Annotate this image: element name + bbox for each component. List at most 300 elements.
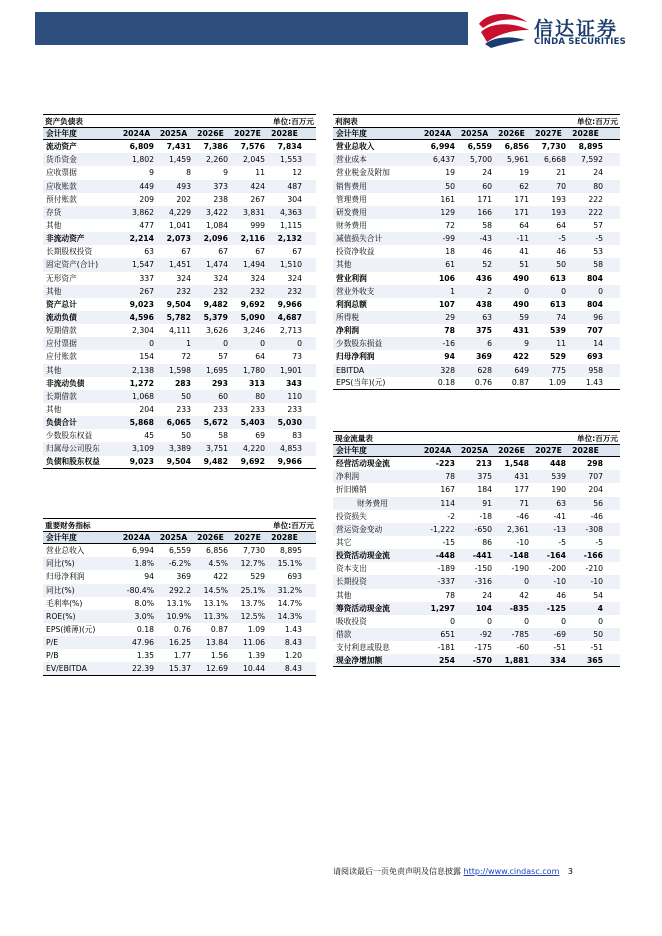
cell-value: 41 [519,247,529,257]
cell-value: 9,966 [277,299,302,309]
cell-value: 106 [438,273,455,283]
cell-value: 167 [440,485,455,495]
cell-value: 8.43 [284,663,302,673]
cell-value: -6.2% [168,559,191,569]
row-label: 少数股东权益 [46,431,93,441]
row-label: 营运资金变动 [336,524,383,534]
cell-value: 14 [593,339,603,349]
cell-value: 11 [556,339,566,349]
table-row [333,166,620,179]
cell-value: -181 [437,643,455,653]
cell-value: 190 [551,485,566,495]
row-label: 其他 [336,260,352,270]
cell-value: 3,831 [242,207,265,217]
cell-value: 64 [255,352,265,362]
table-row [333,575,620,588]
cell-value: 613 [549,273,566,283]
row-label: 利润总额 [336,299,367,309]
row-label: 负债和股东权益 [46,457,100,467]
year-header: 2025A [159,533,188,543]
cell-value: 83 [292,431,302,441]
cell-value: 233 [287,405,302,415]
cell-value: -441 [472,551,492,561]
cell-value: 449 [139,181,154,191]
row-label: 支付利息或股息 [336,643,390,653]
table-row [43,416,316,429]
row-label: 长期股权投资 [46,247,93,257]
cell-value: 9 [223,168,228,178]
cell-value: 3,751 [205,444,228,454]
cell-value: 60 [218,391,228,401]
cell-value: 213 [475,459,492,469]
cell-value: -190 [511,564,529,574]
table-row [333,272,620,285]
cell-value: 94 [144,572,154,582]
cell-value: 57 [218,352,228,362]
cell-value: 0.87 [511,378,529,388]
cell-value: 193 [551,207,566,217]
cell-value: 12.7% [240,559,265,569]
cell-value: 204 [139,405,154,415]
table-row [43,662,316,675]
cell-value: 707 [586,326,603,336]
cell-value: 7,386 [203,142,228,152]
cell-value: 5,782 [166,313,191,323]
cell-value: 6,809 [129,142,154,152]
cell-value: 324 [176,273,191,283]
cell-value: 539 [549,326,566,336]
cell-value: 161 [440,194,455,204]
row-label: 投资净收益 [336,247,375,257]
year-header: 2028E [572,129,599,139]
table-row [333,193,620,206]
cell-value: 86 [482,538,492,548]
cell-value: -13 [553,524,566,534]
cell-value: 436 [475,273,492,283]
row-label: 减值损失合计 [336,234,383,244]
cell-value: 8 [186,168,191,178]
cell-value: 78 [444,326,455,336]
cell-value: 0 [524,286,529,296]
table-row [333,258,620,271]
cell-value: 50 [593,630,603,640]
cell-value: -2 [447,511,455,521]
cell-value: 1,547 [131,260,154,270]
row-label: 无形资产 [46,273,77,283]
cell-value: -80.4% [126,585,154,595]
cell-value: 233 [250,405,265,415]
cell-value: 9,482 [203,299,228,309]
cell-value: 448 [549,459,566,469]
cell-value: 334 [549,655,566,665]
table-row [43,390,316,403]
cell-value: 2,138 [131,365,154,375]
cell-value: 477 [139,221,154,231]
cell-value: -166 [583,551,603,561]
website-link[interactable]: http://www.cindasc.com [463,867,560,876]
cell-value: 365 [586,655,603,665]
cell-value: 9,504 [166,299,191,309]
disclaimer-text: 请阅读最后一页免责声明及信息披露 [333,867,461,876]
table-row [333,140,620,153]
cell-value: 529 [549,352,566,362]
cell-value: 10.44 [242,663,265,673]
table-row [333,641,620,654]
table-title: 利润表 [335,116,358,126]
cell-value: -308 [585,524,603,534]
cell-value: 46 [482,247,492,257]
row-label: 经营活动现金流 [336,459,390,469]
cell-value: 0.76 [173,625,191,635]
cell-value: 0.18 [136,625,154,635]
row-label: 货币资金 [46,155,77,165]
cell-value: 11.06 [242,638,265,648]
table-row [333,602,620,615]
cell-value: 63 [144,247,154,257]
year-header: 2028E [271,129,298,139]
cell-value: 3,626 [205,326,228,336]
cell-value: -46 [590,511,603,521]
row-label: 应收票据 [46,168,77,178]
cell-value: 369 [176,572,191,582]
cell-value: 233 [176,405,191,415]
cell-value: 4,111 [168,326,191,336]
header-label: 会计年度 [336,129,367,139]
row-label: 销售费用 [336,181,367,191]
cell-value: 2,132 [277,234,302,244]
cell-value: -1,222 [430,524,455,534]
cell-value: 193 [551,194,566,204]
key-indicators-table [43,518,316,676]
cell-value: 0 [561,616,566,626]
cell-value: 1,901 [279,365,302,375]
cell-value: 2,260 [205,155,228,165]
table-row [43,219,316,232]
cell-value: 94 [444,352,455,362]
year-header: 2028E [572,446,599,456]
cell-value: 324 [250,273,265,283]
cell-value: 651 [440,630,455,640]
year-header: 2025A [159,129,188,139]
table-row [333,497,620,510]
cell-value: 4,220 [242,444,265,454]
cell-value: 54 [593,590,603,600]
cell-value: 51 [519,260,529,270]
cell-value: 61 [445,260,455,270]
table-row [43,544,316,557]
cell-value: -43 [479,234,492,244]
cell-value: 22.39 [131,663,154,673]
logo-name-en: CINDA SECURITIES [534,37,626,47]
cell-value: 1,695 [205,365,228,375]
cell-value: 2 [487,286,492,296]
row-label: 其他 [46,286,62,296]
cell-value: 202 [176,194,191,204]
cell-value: -223 [435,459,455,469]
cell-value: 222 [588,207,603,217]
cell-value: 67 [218,247,228,257]
table-row [43,258,316,271]
cell-value: 0 [524,577,529,587]
cell-value: 18 [445,247,455,257]
cell-value: 67 [181,247,191,257]
table-header-row [333,127,620,140]
cell-value: 53 [593,247,603,257]
cell-value: 46 [556,247,566,257]
cell-value: 6,065 [166,418,191,428]
cell-value: 24 [482,590,492,600]
row-label: 流动资产 [46,142,77,152]
table-row [43,298,316,311]
cell-value: 328 [440,365,455,375]
table-row [43,311,316,324]
cell-value: -15 [442,538,455,548]
table-unit: 单位:百万元 [576,433,618,443]
cell-value: 6,668 [543,155,566,165]
table-row [333,219,620,232]
table-row [43,285,316,298]
table-row [333,483,620,496]
table-row [43,429,316,442]
row-label: 折旧摊销 [336,485,367,495]
row-label: 投资活动现金流 [336,551,390,561]
cell-value: 1.43 [284,625,302,635]
cell-value: -10 [516,538,529,548]
cell-value: 9,692 [240,457,265,467]
cell-value: 422 [213,572,228,582]
cell-value: -11 [516,234,529,244]
row-label: 同比(%) [46,585,75,595]
cell-value: 96 [593,313,603,323]
row-label: P/E [46,638,59,648]
cell-value: 24 [482,168,492,178]
cell-value: -5 [558,234,566,244]
cell-value: 71 [519,498,529,508]
table-row [333,589,620,602]
cell-value: 73 [292,352,302,362]
cell-value: 6 [487,339,492,349]
table-row [43,570,316,583]
table-row [333,285,620,298]
row-label: 负债合计 [46,418,77,428]
cell-value: 9,692 [240,299,265,309]
table-row [43,649,316,662]
table-row [333,180,620,193]
cell-value: 337 [139,273,154,283]
cell-value: 649 [514,365,529,375]
cell-value: 58 [593,260,603,270]
cell-value: 693 [586,352,603,362]
cell-value: 78 [445,590,455,600]
cell-value: 14.3% [277,611,302,621]
cell-value: 70 [556,181,566,191]
table-row [333,470,620,483]
cell-value: 999 [250,221,265,231]
cell-value: 438 [475,299,492,309]
table-title-bar [43,114,316,127]
cell-value: 775 [551,365,566,375]
cell-value: 529 [250,572,265,582]
table-row [333,615,620,628]
cell-value: -835 [509,603,529,613]
cell-value: 298 [586,459,603,469]
row-label: 其它 [336,538,352,548]
table-row [43,557,316,570]
row-label: 营业总收入 [46,546,85,556]
cell-value: 6,856 [205,546,228,556]
table-row [43,597,316,610]
table-row [333,523,620,536]
cell-value: 324 [287,273,302,283]
row-label: 非流动负债 [46,378,85,388]
cell-value: 9,023 [129,299,154,309]
cell-value: 64 [519,221,529,231]
cell-value: 1.77 [173,651,191,661]
cinda-logo [477,10,647,48]
row-label: 所得税 [336,313,360,323]
cell-value: 154 [139,352,154,362]
year-header: 2025A [460,129,489,139]
cell-value: 171 [514,207,529,217]
table-row [333,562,620,575]
cell-value: 292.2 [168,585,191,595]
cell-value: 12.5% [240,611,265,621]
cell-value: -46 [516,511,529,521]
cell-value: 804 [586,299,603,309]
cell-value: 1,802 [131,155,154,165]
cell-value: 171 [477,194,492,204]
cell-value: 0.18 [437,378,455,388]
cell-value: 375 [477,472,492,482]
cell-value: 5,379 [203,313,228,323]
cell-value: 14.7% [277,598,302,608]
table-row [43,272,316,285]
cell-value: -148 [509,551,529,561]
cell-value: 8.0% [134,598,154,608]
row-label: P/B [46,651,59,661]
cell-value: -785 [511,630,529,640]
cell-value: 31.2% [277,585,302,595]
cell-value: 1.39 [247,651,265,661]
cell-value: 232 [176,286,191,296]
cell-value: 3.0% [134,611,154,621]
row-label: 同比(%) [46,559,75,569]
cell-value: 5,403 [240,418,265,428]
cell-value: 47.96 [131,638,154,648]
cell-value: 63 [482,313,492,323]
cell-value: 9,023 [129,457,154,467]
row-label: 应付账款 [46,352,77,362]
cell-value: 13.84 [205,638,228,648]
cell-value: 7,834 [277,142,302,152]
cell-value: -316 [474,577,492,587]
cell-value: 369 [475,352,492,362]
cell-value: 324 [213,273,228,283]
row-label: 净利润 [336,326,360,336]
row-label: 财务费用 [336,221,367,231]
row-label: 其他 [336,590,352,600]
cell-value: 628 [477,365,492,375]
cell-value: 21 [556,168,566,178]
cell-value: 232 [250,286,265,296]
table-row [333,549,620,562]
cell-value: 958 [588,365,603,375]
cell-value: 1.09 [548,378,566,388]
table-row [333,628,620,641]
row-label: 筹资活动现金流 [336,603,390,613]
header-label: 会计年度 [336,446,367,456]
cell-value: 7,730 [242,546,265,556]
cell-value: 707 [588,472,603,482]
cell-value: 1,115 [279,221,302,231]
cell-value: -448 [435,551,455,561]
cell-value: 4,596 [129,313,154,323]
cell-value: 63 [556,498,566,508]
cell-value: -5 [558,538,566,548]
page-footer [333,866,573,877]
row-label: 归母净利润 [46,572,85,582]
table-row [333,324,620,337]
table-row [333,350,620,363]
cell-value: 490 [512,273,529,283]
cell-value: 343 [285,378,302,388]
year-header: 2026E [498,129,525,139]
table-unit: 单位:百万元 [272,520,314,530]
cell-value: 4,687 [277,313,302,323]
cell-value: 0.87 [210,625,228,635]
cell-value: 80 [255,391,265,401]
table-row [43,140,316,153]
row-label: 其他 [46,221,62,231]
year-header: 2028E [271,533,298,543]
cell-value: 114 [440,498,455,508]
row-label: ROE(%) [46,611,76,621]
cell-value: 56 [593,498,603,508]
cell-value: -18 [479,511,492,521]
row-label: 短期借款 [46,326,77,336]
cell-value: 46 [556,590,566,600]
row-label: EV/EBITDA [46,663,87,673]
table-row [43,153,316,166]
row-label: 其他 [46,405,62,415]
cell-value: 129 [440,207,455,217]
table-unit: 单位:百万元 [272,116,314,126]
cell-value: 50 [556,260,566,270]
cell-value: 6,856 [504,142,529,152]
cell-value: -337 [437,577,455,587]
balance-sheet-table [43,114,316,469]
cell-value: 7,592 [580,155,603,165]
row-label: 长期借款 [46,391,77,401]
table-title: 重要财务指标 [45,520,91,530]
row-label: 存货 [46,207,62,217]
cell-value: 14.5% [203,585,228,595]
row-label: EPS(当年)(元) [336,378,386,388]
header-label: 会计年度 [46,533,77,543]
cell-value: -5 [595,234,603,244]
cell-value: 60 [482,181,492,191]
cell-value: 107 [438,299,455,309]
cell-value: 9 [524,339,529,349]
table-row [333,457,620,470]
cell-value: 1,451 [168,260,191,270]
table-row [333,311,620,324]
cell-value: 6,994 [430,142,455,152]
cell-value: 493 [176,181,191,191]
cell-value: 1,041 [168,221,191,231]
cell-value: 13.1% [203,598,228,608]
table-row [333,536,620,549]
